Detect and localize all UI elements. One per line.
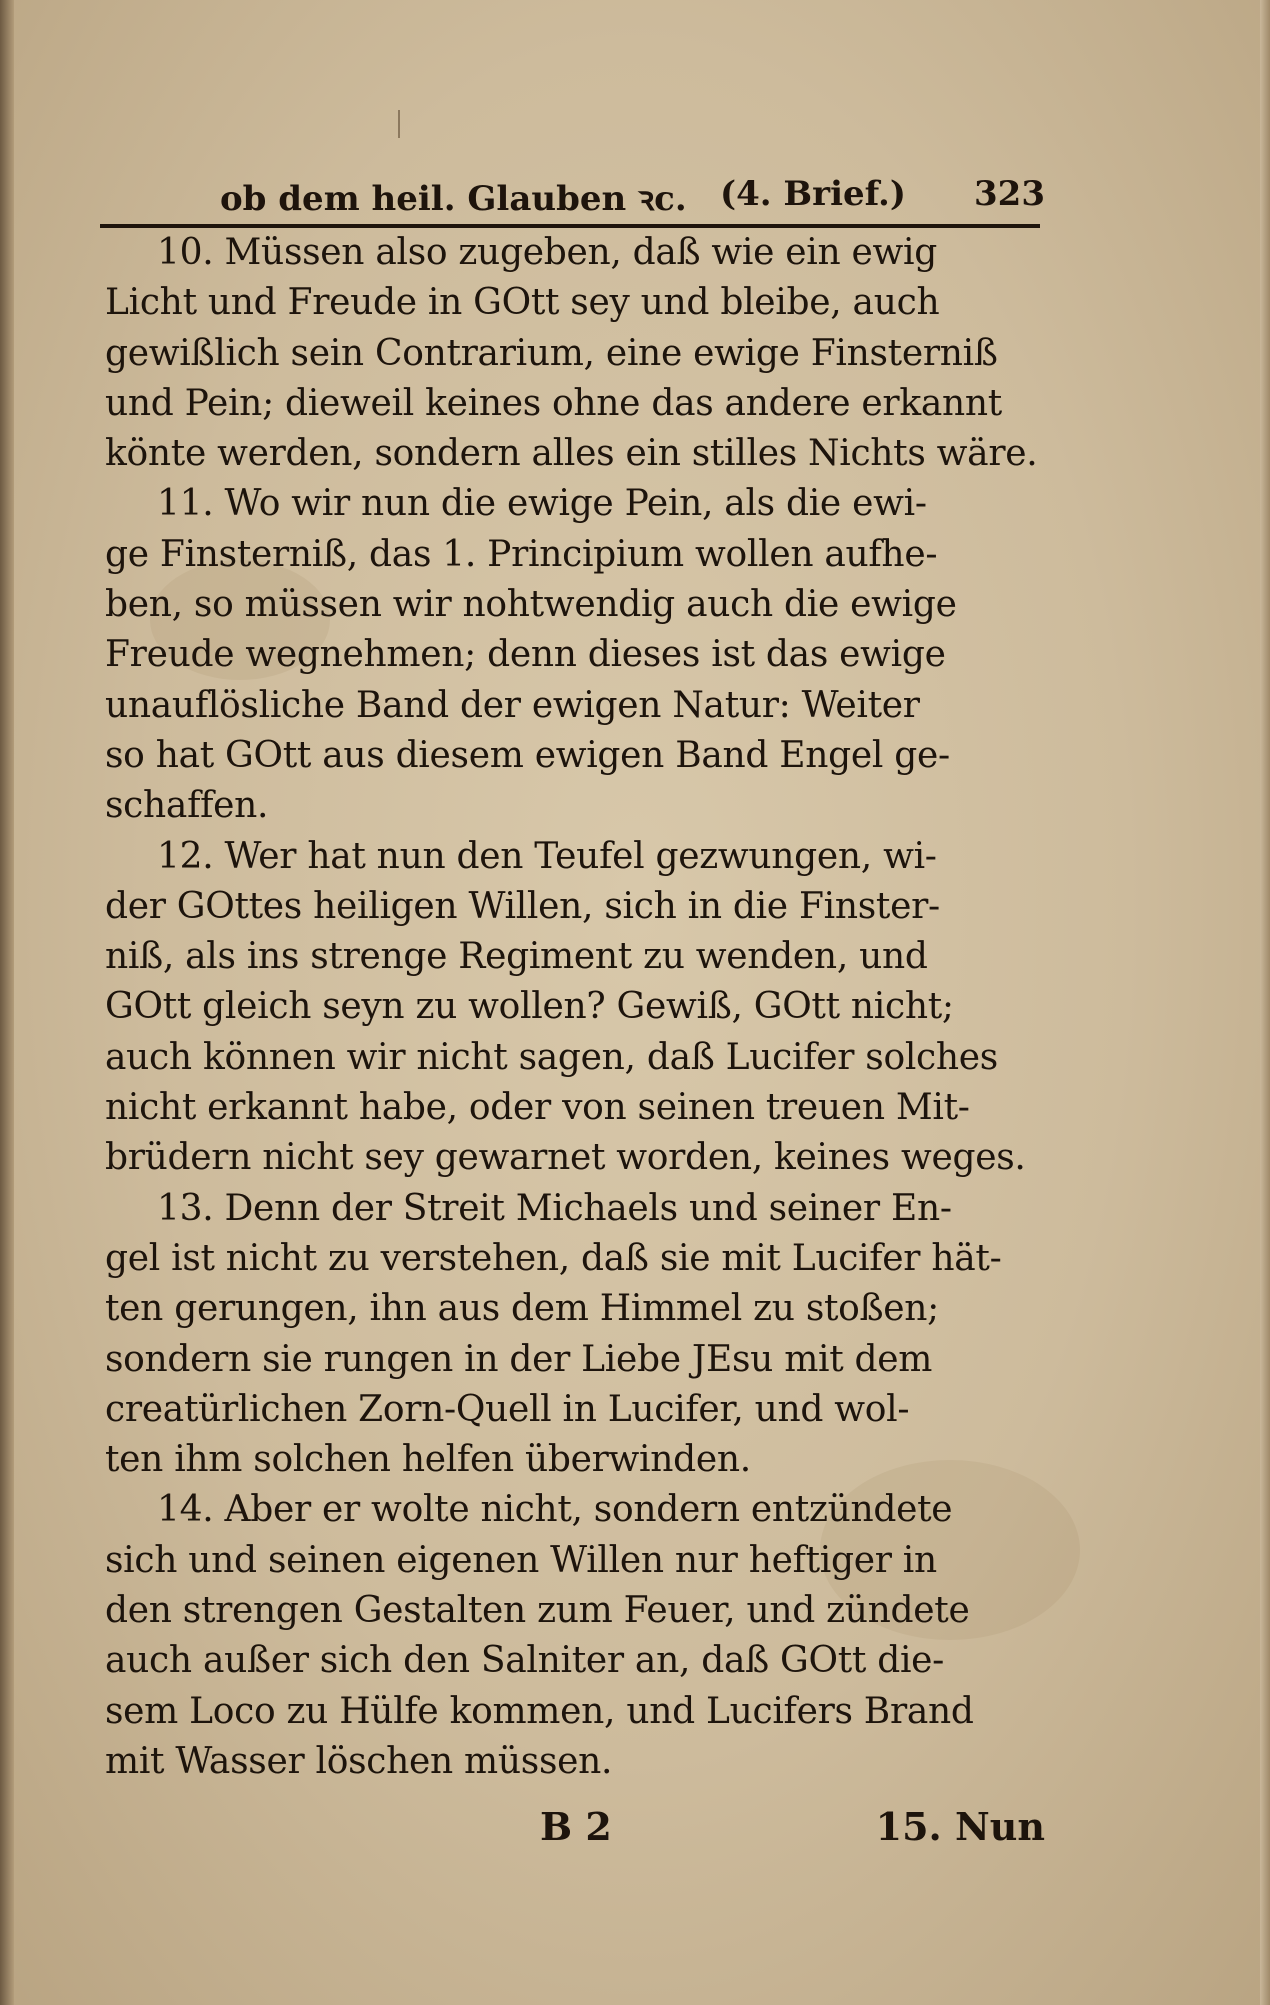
text-line: 10. Müssen also zugeben, daß wie ein ewig xyxy=(157,232,938,273)
text-line: Freude wegnehmen; denn dieses ist das ewige xyxy=(105,634,946,676)
running-title: ob dem heil. Glauben ꝛc. xyxy=(220,179,687,219)
text-line: 12. Wer hat nun den Teufel gezwungen, wi- xyxy=(157,835,937,877)
text-line: der GOttes heiligen Willen, sich in die Finster- xyxy=(105,885,940,927)
text-line: auch außer sich den Salniter an, daß GOtt die- xyxy=(105,1640,945,1682)
text-line: schaffen. xyxy=(105,785,269,827)
letter-reference: (4. Brief.) xyxy=(720,174,906,214)
page-header xyxy=(100,168,1055,228)
text-line: auch können wir nicht sagen, daß Lucifer solches xyxy=(105,1036,998,1078)
text-line: Licht und Freude in GOtt sey und bleibe, auch xyxy=(105,282,940,324)
text-line: so hat GOtt aus diesem ewigen Band Engel ge- xyxy=(105,734,950,776)
text-line: 13. Denn der Streit Michaels und seiner En- xyxy=(157,1187,952,1229)
text-line: sondern sie rungen in der Liebe JEsu mit dem xyxy=(105,1338,933,1380)
page-fore-edge xyxy=(1260,0,1270,2005)
text-line: ten gerungen, ihn aus dem Himmel zu stoßen; xyxy=(105,1288,939,1330)
paper-mark xyxy=(398,110,400,138)
catchword: 15. Nun xyxy=(875,1804,1045,1849)
text-line: nicht erkannt habe, oder von seinen treuen Mit- xyxy=(105,1087,970,1129)
text-line: 14. Aber er wolte nicht, sondern entzündete xyxy=(157,1489,953,1531)
text-line: brüdern nicht sey gewarnet worden, keines weges. xyxy=(105,1137,1026,1179)
text-line: könte werden, sondern alles ein stilles Nichts wäre. xyxy=(105,433,1038,475)
text-line: den strengen Gestalten zum Feuer, und zündete xyxy=(105,1590,970,1632)
text-line: ben, so müssen wir nohtwendig auch die ewige xyxy=(105,584,957,626)
body-text xyxy=(105,228,1055,1787)
text-line: creatürlichen Zorn-Quell in Lucifer, und wol- xyxy=(105,1388,910,1430)
page-gutter-shadow xyxy=(0,0,14,2005)
text-line: mit Wasser löschen müssen. xyxy=(105,1740,613,1782)
text-line: unauflösliche Band der ewigen Natur: Weiter xyxy=(105,684,920,726)
text-line: gewißlich sein Contrarium, eine ewige Finsterniß xyxy=(105,332,998,374)
text-line: ten ihm solchen helfen überwinden. xyxy=(105,1439,751,1481)
text-line: und Pein; dieweil keines ohne das andere erkannt xyxy=(105,382,1002,424)
page-number: 323 xyxy=(974,174,1045,214)
text-line: ge Finsterniß, das 1. Principium wollen aufhe- xyxy=(105,533,938,575)
text-line: 11. Wo wir nun die ewige Pein, als die ewi- xyxy=(157,483,927,525)
page-footer xyxy=(100,1800,1055,1860)
signature-mark: B 2 xyxy=(540,1804,612,1849)
text-line: GOtt gleich seyn zu wollen? Gewiß, GOtt nicht; xyxy=(105,986,954,1028)
text-line: niß, als ins strenge Regiment zu wenden, und xyxy=(105,936,928,978)
text-line: sem Loco zu Hülfe kommen, und Lucifers Brand xyxy=(105,1690,974,1732)
text-line: sich und seinen eigenen Willen nur heftiger in xyxy=(105,1539,937,1581)
text-line: gel ist nicht zu verstehen, daß sie mit Lucifer hät- xyxy=(105,1237,1002,1279)
